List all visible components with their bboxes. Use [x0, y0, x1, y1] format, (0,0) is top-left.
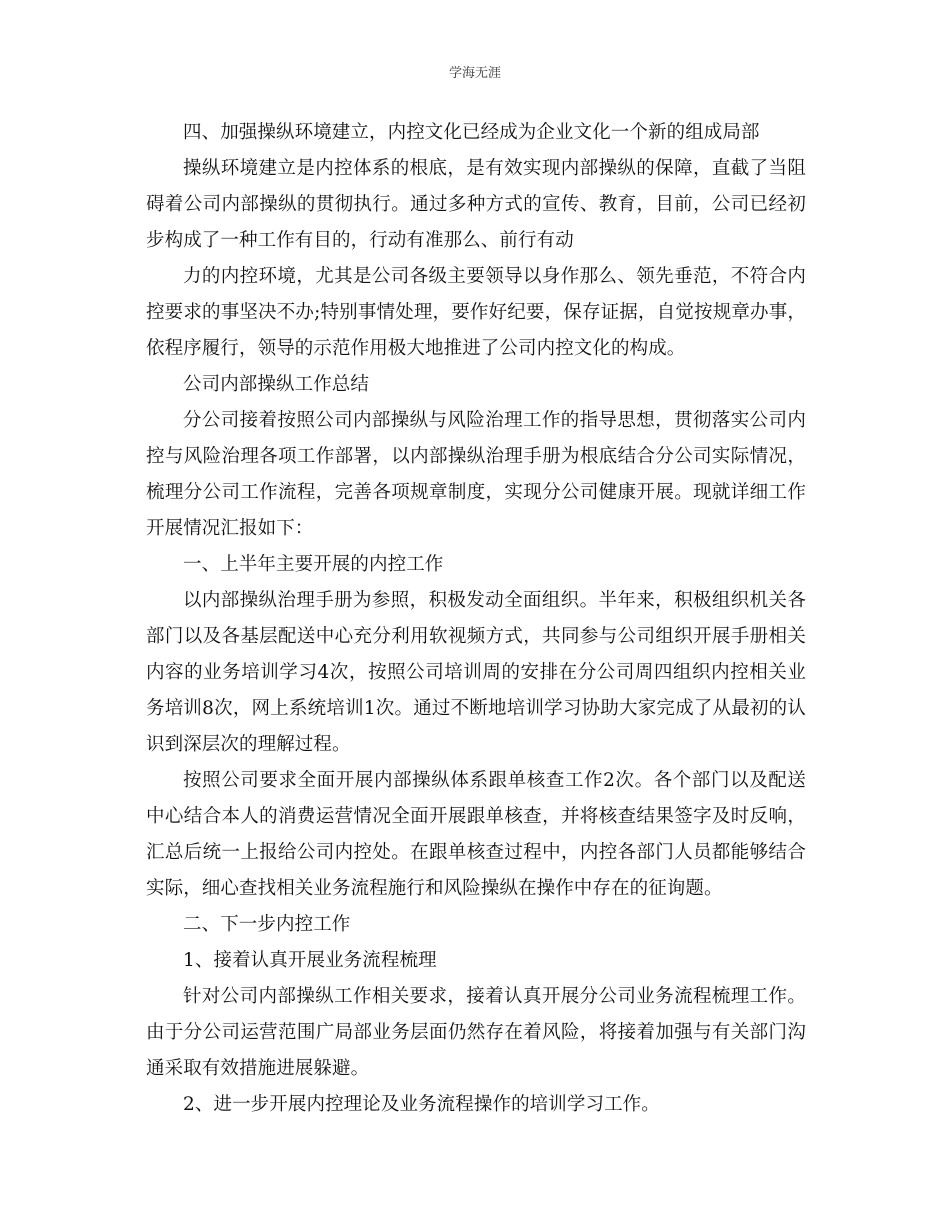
paragraph: 力的内控环境，尤其是公司各级主要领导以身作那么、领先垂范，不符合内控要求的事坚决不办;特别事情处理，要作好纪要，保存证据，自觉按规章办事，依程序履行，领导的示范作用极大地推进了公司内控文化的构成。 [146, 266, 806, 359]
paragraph: 操纵环境建立是内控体系的根底，是有效实现内部操纵的保障，直截了当阻碍着公司内部操纵的贯彻执行。通过多种方式的宣传、教育，目前，公司已经初步构成了一种工作有目的，行动有准那么、前行有动 [146, 158, 806, 251]
section-heading-4: 四、加强操纵环境建立，内控文化已经成为企业文化一个新的组成局部 [183, 122, 760, 143]
document-subtitle: 公司内部操纵工作总结 [183, 374, 370, 395]
subsection-heading-1: 1、接着认真开展业务流程梳理 [183, 950, 437, 971]
paragraph: 以内部操纵治理手册为参照，积极发动全面组织。半年来，积极组织机关各部门以及各基层配送中心充分利用软视频方式，共同参与公司组织开展手册相关内容的业务培训学习4次，按照公司培训周的安排在分公司周四组织内控相关业务培训8次，网上系统培训1次。通过不断地培训学习协助大家完成了从最初的认识到深层次的理解过程。 [146, 590, 806, 755]
section-heading-2: 二、下一步内控工作 [183, 914, 351, 935]
paragraph: 分公司接着按照公司内部操纵与风险治理工作的指导思想，贯彻落实公司内控与风险治理各项工作部署，以内部操纵治理手册为根底结合分公司实际情况，梳理分公司工作流程，完善各项规章制度，实现分公司健康开展。现就详细工作开展情况汇报如下： [146, 410, 806, 539]
subsection-heading-2: 2、进一步开展内控理论及业务流程操作的培训学习工作。 [183, 1094, 660, 1115]
page-header: 学海无涯 [448, 66, 501, 81]
section-heading-1: 一、上半年主要开展的内控工作 [183, 554, 444, 575]
paragraph: 针对公司内部操纵工作相关要求，接着认真开展分公司业务流程梳理工作。由于分公司运营范围广局部业务层面仍然存在着风险，将接着加强与有关部门沟通采取有效措施进展躲避。 [146, 986, 806, 1079]
document-body [146, 115, 806, 1123]
paragraph: 按照公司要求全面开展内部操纵体系跟单核查工作2次。各个部门以及配送中心结合本人的消费运营情况全面开展跟单核查，并将核查结果签字及时反响，汇总后统一上报给公司内控处。在跟单核查过程中，内控各部门人员都能够结合实际，细心查找相关业务流程施行和风险操纵在操作中存在的征询题。 [146, 770, 806, 899]
